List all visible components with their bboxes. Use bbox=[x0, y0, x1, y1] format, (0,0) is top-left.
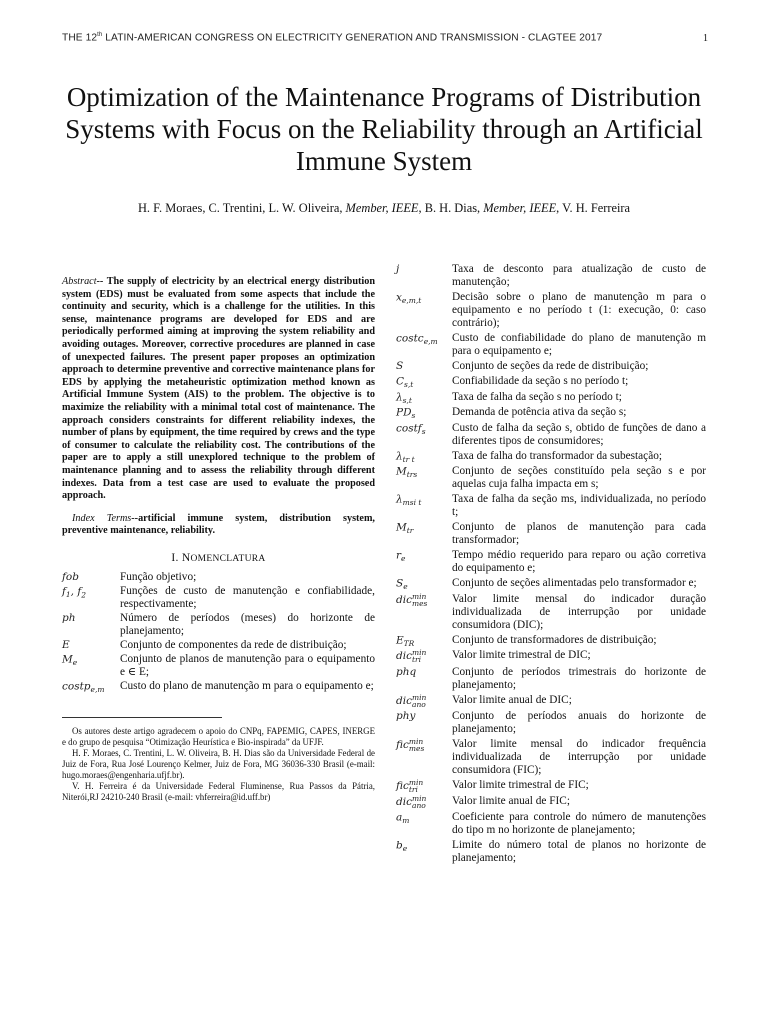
symbol-base: dic bbox=[396, 650, 412, 663]
symbol-sub: ano bbox=[411, 800, 426, 810]
symbol-sub: tri bbox=[411, 655, 421, 665]
nomenclature-row bbox=[396, 795, 706, 809]
nomenclature-symbol bbox=[396, 493, 452, 519]
symbol-sub: msi t bbox=[402, 498, 422, 508]
index-terms-lead: Index Terms bbox=[72, 512, 132, 524]
symbol-base: a bbox=[396, 811, 403, 824]
nomenclature-row bbox=[396, 839, 706, 865]
symbol-sub: s,t bbox=[404, 380, 414, 389]
symbol-sub: e,m bbox=[90, 684, 105, 694]
symbol-base: fic bbox=[396, 779, 409, 792]
symbol-extra: , f bbox=[70, 585, 82, 598]
symbol-sub: mes bbox=[411, 598, 428, 608]
symbol-sup: min bbox=[408, 736, 424, 746]
symbol-sub: e,m bbox=[423, 336, 438, 346]
symbol-base: M bbox=[396, 521, 407, 534]
nomenclature-definition: Decisão sobre o plano de manutenção m para o equipamento e no período t (1: execução, 0: caso contrário); bbox=[452, 291, 706, 329]
nomenclature-definition: Valor limite anual de DIC; bbox=[452, 693, 572, 706]
authors-member2: Member, IEEE bbox=[483, 201, 557, 215]
section-rest: OMENCLATURA bbox=[190, 553, 266, 564]
symbol-base: λ bbox=[396, 450, 403, 463]
header-pre: THE 12 bbox=[62, 32, 98, 44]
nomenclature-row bbox=[396, 406, 706, 419]
nomenclature-row bbox=[396, 694, 706, 708]
nomenclature-symbol bbox=[396, 332, 452, 358]
abstract bbox=[62, 276, 375, 503]
symbol-base: S bbox=[396, 577, 404, 590]
header-sup: th bbox=[97, 32, 103, 38]
nomenclature-symbol bbox=[396, 391, 452, 404]
symbol-sub: s,t bbox=[402, 395, 412, 405]
nomenclature-row bbox=[396, 465, 706, 491]
nomenclature-row bbox=[396, 391, 706, 404]
nomenclature-symbol bbox=[396, 779, 452, 793]
nomenclature-row bbox=[396, 811, 706, 837]
nomenclature-row bbox=[62, 585, 375, 611]
authors-part2: , B. H. Dias, bbox=[418, 201, 484, 215]
symbol-sub: s bbox=[411, 411, 416, 421]
nomenclature-row bbox=[396, 634, 706, 647]
nomenclature-definition: Valor limite mensal do indicador duração individualizada de interrupção por unidade consumidora (DIC); bbox=[452, 592, 706, 631]
authors-member1: Member, IEEE bbox=[345, 201, 419, 215]
footnotes bbox=[62, 726, 375, 803]
nomenclature-row bbox=[396, 375, 706, 388]
symbol-sub: e,m,t bbox=[401, 296, 422, 305]
nomenclature-symbol bbox=[62, 653, 120, 679]
nomenclature-row bbox=[396, 422, 706, 448]
symbol-base: costp bbox=[62, 680, 91, 693]
symbol-sub: TR bbox=[403, 638, 415, 648]
symbol-sub: tr t bbox=[402, 454, 415, 464]
index-terms bbox=[62, 513, 375, 538]
nomenclature-definition: Valor limite trimestral de DIC; bbox=[452, 649, 591, 662]
nomenclature-row bbox=[396, 291, 706, 330]
nomenclature-symbol bbox=[396, 465, 452, 491]
nomenclature-symbol bbox=[62, 585, 120, 611]
nomenclature-symbol bbox=[396, 738, 452, 777]
nomenclature-symbol bbox=[396, 577, 452, 590]
symbol-base: fic bbox=[396, 738, 409, 751]
symbol-sub: e bbox=[401, 554, 406, 564]
nomenclature-definition: Conjunto de períodos trimestrais do horizonte de planejamento; bbox=[452, 665, 706, 691]
symbol-sub: s bbox=[421, 426, 426, 436]
nomenclature-row bbox=[62, 612, 375, 638]
nomenclature-definition: Taxa de falha da seção s no período t; bbox=[452, 390, 622, 403]
header-post: LATIN-AMERICAN CONGRESS ON ELECTRICITY GENERATION AND TRANSMISSION - CLAGTEE 2017 bbox=[102, 32, 603, 44]
symbol-sub: e bbox=[72, 657, 78, 667]
authors-part1: H. F. Moraes, C. Trentini, L. W. Oliveira, bbox=[137, 201, 346, 215]
nomenclature-symbol bbox=[396, 666, 452, 692]
paper-title: Optimization of the Maintenance Programs of Distribution Systems with Focus on the Reliability through an Artificial Immune System bbox=[65, 82, 703, 176]
symbol-base: ph bbox=[62, 612, 76, 625]
nomenclature-definition: Conjunto de seções da rede de distribuição; bbox=[452, 359, 649, 372]
footnote-paragraph: H. F. Moraes, C. Trentini, L. W. Oliveira, B. H. Dias são da Universidade Federal de Juiz de Fora, Rua José Lourenço Kelmer, Juiz de Fora, MG 36036-330 Brasil (e-mail: hugo.moraes@engenharia.ufjf.br). bbox=[62, 748, 375, 781]
nomenclature-symbol bbox=[62, 571, 120, 584]
footnote-paragraph: Os autores deste artigo agradecem o apoio do CNPq, FAPEMIG, CAPES, INERGE e do grupo de pesquisa “Otimização Heurística e Bio-inspirada” da UFJF. bbox=[62, 726, 375, 748]
nomenclature-definition: Conjunto de transformadores de distribuição; bbox=[452, 633, 657, 646]
nomenclature-definition: Conjunto de seções constituído pela seção s e por aquelas cuja falha impacta em s; bbox=[452, 465, 706, 491]
symbol-base: b bbox=[396, 839, 403, 852]
nomenclature-row bbox=[62, 653, 375, 679]
nomenclature-symbol bbox=[396, 795, 452, 809]
symbol-base: costf bbox=[396, 422, 422, 435]
nomenclature-definition: Conjunto de componentes da rede de distribuição; bbox=[120, 639, 347, 651]
nomenclature-row bbox=[396, 493, 706, 519]
nomenclature-definition: Conjunto de planos de manutenção para o equipamento e ∈ E; bbox=[120, 652, 375, 678]
symbol-extra-sub: 2 bbox=[81, 590, 87, 600]
nomenclature-row bbox=[62, 639, 375, 652]
nomenclature-row bbox=[396, 549, 706, 575]
abstract-text: -- The supply of electricity by an electrical energy distribution system (EDS) must be evaluated from some aspects that include the continuity and security, which is a challenge for the utilities. In this sense, maintenance programs are developed for EDS and are periodically performed aiming at improving the system reliability and avoiding outages. Moreover, corrective procedures are planned in case of unexpected failures. The present paper proposes an optimization approach to determine preventive and corrective maintenance plans for EDS by applying the metaheuristic optimization method known as Artificial Immune System (AIS) to the problem. The objective is to maximize the reliability with a minimal total cost of maintenance. The approach considers constraints for different reliability indexes, the number of plans by equipment, the time required by crews and the type of consumer to calculate the reliability cost. The contributions of the paper are to apply a still unexplored technique to the problem of maintenance planning and to assess the reliability through different indexes. Data from a test case are used to evaluate the proposed approach. bbox=[62, 276, 375, 502]
nomenclature-symbol bbox=[62, 612, 120, 638]
nomenclature-symbol bbox=[396, 710, 452, 736]
nomenclature-right bbox=[396, 263, 706, 867]
nomenclature-row bbox=[396, 738, 706, 777]
nomenclature-definition: Confiabilidade da seção s no período t; bbox=[452, 375, 629, 387]
symbol-base: λ bbox=[396, 391, 403, 404]
symbol-base: λ bbox=[396, 493, 403, 506]
symbol-base: x bbox=[396, 291, 402, 304]
symbol-base: S bbox=[396, 359, 404, 372]
nomenclature-symbol bbox=[62, 680, 120, 693]
abstract-lead: Abstract bbox=[62, 276, 97, 287]
symbol-sub: 1 bbox=[65, 590, 71, 600]
symbol-sup: min bbox=[411, 793, 427, 803]
nomenclature-row bbox=[396, 360, 706, 373]
nomenclature-definition: Funções de custo de manutenção e confiabilidade, respectivamente; bbox=[120, 585, 375, 611]
nomenclature-symbol bbox=[396, 521, 452, 547]
symbol-sub: trs bbox=[406, 470, 418, 480]
running-header bbox=[62, 32, 712, 43]
nomenclature-row bbox=[396, 450, 706, 463]
nomenclature-definition: Valor limite mensal do indicador frequência individualizada de interrupção por unidade consumidora (FIC); bbox=[452, 737, 706, 776]
nomenclature-definition: Valor limite anual de FIC; bbox=[452, 794, 570, 807]
nomenclature-definition: Custo de falha da seção s, obtido de funções de dano a diferentes tipos de consumidores; bbox=[452, 421, 706, 447]
symbol-sup: min bbox=[408, 777, 424, 787]
symbol-base: E bbox=[62, 639, 70, 651]
symbol-sup: min bbox=[411, 692, 427, 702]
nomenclature-symbol bbox=[396, 811, 452, 837]
nomenclature-definition: Taxa de falha do transformador da subestação; bbox=[452, 449, 662, 462]
nomenclature-symbol bbox=[396, 649, 452, 663]
nomenclature-definition: Tempo médio requerido para reparo ou ação corretiva do equipamento e; bbox=[452, 549, 706, 575]
section-heading bbox=[62, 552, 375, 566]
symbol-sub: mes bbox=[408, 743, 425, 753]
symbol-base: phy bbox=[396, 709, 416, 722]
nomenclature-row bbox=[396, 593, 706, 632]
symbol-base: j bbox=[396, 263, 400, 275]
nomenclature-definition: Coeficiente para controle do número de manutenções do tipo m no horizonte de planejamento; bbox=[452, 811, 706, 837]
nomenclature-left bbox=[62, 571, 375, 693]
section-first-letter: N bbox=[181, 551, 191, 564]
symbol-base: M bbox=[396, 465, 407, 478]
nomenclature-definition: Custo de confiabilidade do plano de manutenção m para o equipamento e; bbox=[452, 331, 706, 357]
footnote-rule bbox=[62, 717, 222, 718]
nomenclature-symbol bbox=[396, 263, 452, 289]
nomenclature-symbol bbox=[396, 360, 452, 373]
symbol-sub: tri bbox=[408, 784, 418, 794]
nomenclature-definition: Número de períodos (meses) do horizonte de planejamento; bbox=[120, 612, 375, 638]
section-number: I. bbox=[171, 551, 182, 564]
symbol-base: dic bbox=[396, 694, 412, 707]
authors-part3: , V. H. Ferreira bbox=[556, 201, 631, 215]
nomenclature-definition: Função objetivo; bbox=[120, 571, 197, 584]
nomenclature-symbol bbox=[396, 839, 452, 865]
nomenclature-row bbox=[396, 779, 706, 793]
symbol-base: f bbox=[62, 585, 66, 598]
nomenclature-row bbox=[62, 680, 375, 693]
nomenclature-definition: Conjunto de planos de manutenção para cada transformador; bbox=[452, 521, 706, 547]
nomenclature-symbol bbox=[396, 634, 452, 647]
nomenclature-symbol bbox=[396, 291, 452, 330]
symbol-sub: e bbox=[403, 582, 408, 592]
nomenclature-definition: Valor limite trimestral de FIC; bbox=[452, 778, 589, 791]
nomenclature-symbol bbox=[396, 406, 452, 419]
nomenclature-row bbox=[396, 263, 706, 289]
symbol-base: phq bbox=[396, 665, 417, 678]
nomenclature-definition: Conjunto de períodos anuais do horizonte de planejamento; bbox=[452, 709, 706, 735]
nomenclature-row bbox=[396, 666, 706, 692]
nomenclature-symbol bbox=[396, 694, 452, 708]
nomenclature-symbol bbox=[396, 422, 452, 448]
symbol-base: M bbox=[62, 653, 73, 666]
nomenclature-definition: Custo do plano de manutenção m para o equipamento e; bbox=[120, 679, 374, 692]
nomenclature-symbol bbox=[396, 450, 452, 463]
nomenclature-row bbox=[396, 521, 706, 547]
nomenclature-row bbox=[396, 649, 706, 663]
nomenclature-symbol bbox=[396, 375, 452, 388]
symbol-base: E bbox=[396, 634, 404, 647]
nomenclature-symbol bbox=[396, 549, 452, 575]
nomenclature-definition: Taxa de falha da seção ms, individualizada, no período t; bbox=[452, 493, 706, 519]
nomenclature-row bbox=[396, 332, 706, 358]
author-line bbox=[40, 201, 728, 216]
nomenclature-symbol bbox=[62, 639, 120, 652]
symbol-base: fob bbox=[62, 571, 79, 584]
symbol-base: dic bbox=[396, 593, 412, 606]
symbol-base: PD bbox=[396, 406, 412, 419]
nomenclature-definition: Taxa de desconto para atualização de custo de manutenção; bbox=[452, 263, 706, 288]
nomenclature-row bbox=[396, 710, 706, 736]
nomenclature-definition: Limite do número total de planos no horizonte de planejamento; bbox=[452, 839, 706, 865]
symbol-sub: e bbox=[402, 844, 408, 854]
symbol-base: r bbox=[396, 549, 402, 562]
nomenclature-definition: Conjunto de seções alimentadas pelo transformador e; bbox=[452, 577, 697, 590]
nomenclature-definition: Demanda de potência ativa da seção s; bbox=[452, 406, 627, 419]
nomenclature-row bbox=[396, 577, 706, 590]
symbol-sub: tr bbox=[406, 526, 414, 536]
symbol-base: C bbox=[396, 375, 405, 388]
symbol-sup: min bbox=[411, 648, 427, 658]
footnote-paragraph: V. H. Ferreira é da Universidade Federal Fluminense, Rua Passos da Pátria, Niterói,RJ 24210-240 Brasil (e-mail: vhferreira@id.uff.br) bbox=[62, 781, 375, 803]
nomenclature-symbol bbox=[396, 593, 452, 632]
index-terms-text: --artificial immune system, distribution system, preventive maintenance, reliability. bbox=[62, 512, 375, 537]
left-column bbox=[62, 276, 375, 803]
nomenclature-row bbox=[62, 571, 375, 584]
symbol-sub: ano bbox=[411, 699, 426, 709]
page-number: 1 bbox=[703, 33, 708, 44]
symbol-sup: min bbox=[411, 591, 427, 601]
symbol-base: dic bbox=[396, 795, 412, 808]
symbol-base: costc bbox=[396, 332, 424, 345]
symbol-sub: m bbox=[402, 816, 410, 826]
